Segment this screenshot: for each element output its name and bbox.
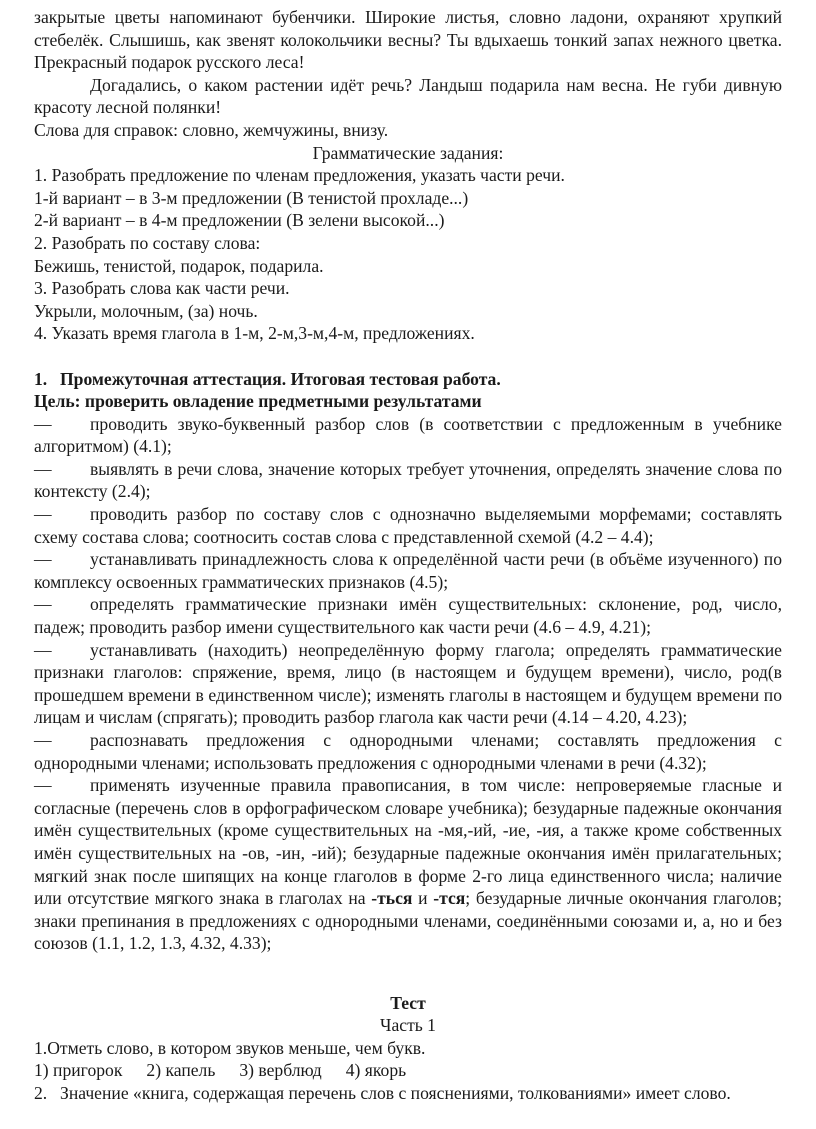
grammar-line: 2-й вариант – в 4-м предложении (В зелени высокой...) [34,210,445,231]
attestation-item: — устанавливать принадлежность слова к определённой части речи (в объёме изученного) по комплексу освоенных грамматических признаков (4.5); [34,549,782,592]
option: 1) пригорок [34,1060,123,1081]
attestation-item: — выявлять в речи слова, значение которых требует уточнения, определять значение слова по контексту (2.4); [34,458,782,502]
question-1-options [34,1059,782,1082]
grammar-line: 1-й вариант – в 3-м предложении (В тенистой прохладе...) [34,187,469,208]
attestation-item: — проводить звуко-буквенный разбор слов (в соответствии с предложенным в учебнике алгоритмом) (4.1); [34,413,782,457]
attestation-heading [34,368,782,391]
story-paragraph-2: Догадались, о каком растении идёт речь? Ландыш подарила нам весна. Не губи дивную красоту лесной полянки! [34,74,782,118]
grammar-line: 4. Указать время глагола в 1-м, 2-м,3-м,4-м, предложениях. [34,323,475,344]
test-part: Часть 1 [380,1015,436,1036]
grammar-line: Бежишь, тенистой, подарок, подарила. [34,255,324,276]
attestation-item: — проводить разбор по составу слов с однозначно выделяемыми морфемами; составлять схему состава слова; соотносить состав слова с представленной схемой (4.2 – 4.4); [34,504,782,547]
attestation-goal: Цель: проверить овладение предметными результатами [34,391,482,412]
grammar-title: Грамматические задания: [312,142,504,163]
attestation-item: — устанавливать (находить) неопределённую форму глагола; определять грамматические признаки глаголов: спряжение, время, лицо (в настоящем и будущем времени), число, род(в прошедшем времени в единственном числе); изменять глаголы в настоящем и будущем времени по лицам и числам (спрягать); проводить разбор глагола как части речи (4.14 – 4.20, 4.23); [34,639,782,728]
attestation-item: — применять изученные правила правописания, в том числе: непроверяемые гласные и согласные (перечень слов в орфографическом словаре учебника); безударные падежные окончания имён существительных (кроме существительных на -мя,-ий, -ие, -ия, а также кроме собственных имён существительных на -ов, -ин, -ий); безударные падежные окончания имён прилагательных; мягкий знак после шипящих на конце глаголов в форме 2-го лица единственного числа; наличие или отсутствие мягкого знака в глаголах на -ться и -тся; безударные личные окончания глаголов; знаки препинания в предложениях с однородными членами, соединёнными союзами и, а, но и без союзов (1.1, 1.2, 1.3, 4.32, 4.33); [34,775,782,954]
grammar-line: Укрыли, молочным, (за) ночь. [34,300,258,321]
spacer [34,345,782,368]
dash: — [34,549,52,570]
reference-words: Слова для справок: словно, жемчужины, внизу. [34,119,389,140]
grammar-line: 1. Разобрать предложение по членам предложения, указать части речи. [34,165,565,186]
grammar-line: 2. Разобрать по составу слова: [34,232,261,253]
attestation-item: — определять грамматические признаки имён существительных: склонение, род, число, падеж; проводить разбор имени существительного как части речи (4.6 – 4.9, 4.21); [34,594,782,638]
option: 3) верблюд [239,1060,322,1081]
spacer [34,955,782,978]
question-1: 1.Отметь слово, в котором звуков меньше, чем букв. [34,1037,426,1058]
dash: — [34,639,52,660]
question-2: 2. Значение «книга, содержащая перечень слов с пояснениями, толкованиями» имеет слово. [34,1082,731,1103]
option: 2) капель [146,1060,216,1081]
story-paragraph-1: закрытые цветы напоминают бубенчики. Широкие листья, словно ладони, охраняют хрупкий стебелёк. Слышишь, как звенят колокольчики весны? Ты вдыхаешь тонкий запах нежного цветка. Прекрасный подарок русского леса! [34,7,782,73]
dash: — [34,504,52,525]
dash: — [34,458,52,479]
question-2-number: 2. [34,1082,48,1103]
dash: — [34,594,52,615]
attestation-number: 1. [34,368,48,389]
spacer [34,978,782,992]
attestation-item: — распознавать предложения с однородными членами; составлять предложения с однородными членами; использовать предложения с однородными членами в речи (4.32); [34,730,782,773]
test-title: Тест [390,992,426,1013]
option: 4) якорь [345,1060,407,1081]
grammar-line: 3. Разобрать слова как части речи. [34,278,290,299]
dash: — [34,730,52,750]
dash: — [34,413,52,434]
dash: — [34,775,52,796]
attestation-heading-text: Промежуточная аттестация. Итоговая тестовая работа. [60,368,501,389]
